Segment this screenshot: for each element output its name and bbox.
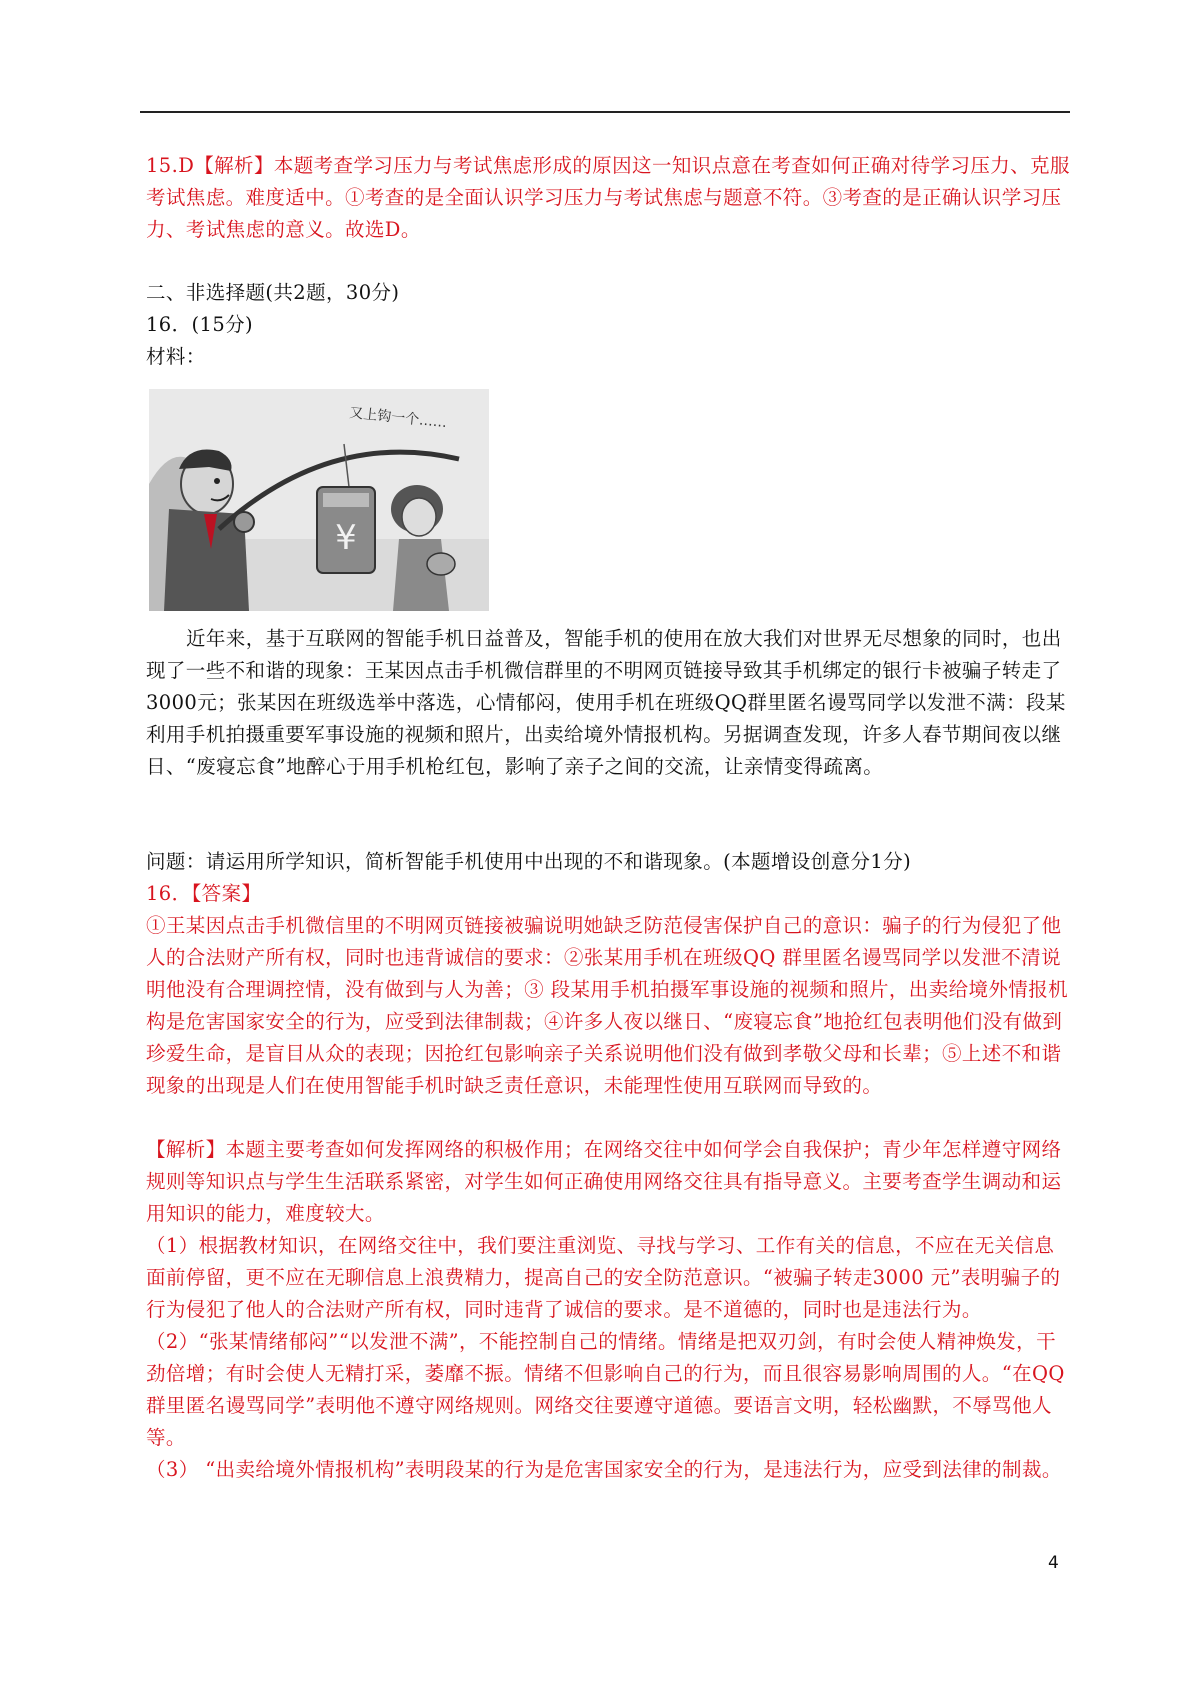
answer-text: ①王某因点击手机微信里的不明网页链接被骗说明她缺乏防范侵害保护自己的意识：骗子的行为侵犯了他人的合法财产所有权，同时也违背诚信的要求：②张某用手机在班级QQ 群里匿名谩骂同学以发泄不清说明他没有合理调控情，没有做到与人为善；③ 段某用手机拍摄军事设施的视频和照片，出卖给境外情报机构是危害国家安全的行为，应受到法律制裁；④许多人夜以继日、“废寝忘食”地抢红包表明他们没有做到珍爱生命，是盲目从众的表现；因抢红包影响亲子关系说明他们没有做到孝敬父母和长辈；⑤上述不和谐现象的出现是人们在使用智能手机时缺乏责任意识，未能理性使用互联网而导致的。: [146, 914, 1068, 1097]
analysis-intro: 【解析】本题主要考查如何发挥网络的积极作用；在网络交往中如何学会自我保护；青少年怎样遵守网络规则等知识点与学生生活联系紧密，对学生如何正确使用网络交往具有指导意义。主要考查学生调动和运用知识的能力，难度较大。: [146, 1138, 1062, 1225]
yuan-sign: ¥: [335, 518, 357, 558]
analysis-section: [146, 1134, 1070, 1486]
material-label: 材料：: [146, 345, 206, 368]
analysis-point-1: （1）根据教材知识，在网络交往中，我们要注重浏览、寻找与学习、工作有关的信息，不应在无关信息面前停留，更不应在无聊信息上浪费精力，提高自己的安全防范意识。“被骗子转走3000 元”表明骗子的行为侵犯了他人的合法财产所有权，同时违背了诚信的要求。是不道德的，同时也是违法行为。: [146, 1234, 1061, 1321]
answer-body: [146, 910, 1070, 1102]
page-number: 4: [1048, 1553, 1059, 1573]
header-rule: [140, 111, 1070, 113]
cartoon-caption: 又上钩一个……: [348, 405, 448, 432]
material-paragraph: 近年来，基于互联网的智能手机日益普及，智能手机的使用在放大我们对世界无尽想象的同时，也出现了一些不和谐的现象：王某因点击手机微信群里的不明网页链接导致其手机绑定的银行卡被骗子转走了3000元；张某因在班级选举中落选，心情郁闷，使用手机在班级QQ群里匿名谩骂同学以发泄不满：段某利用手机拍摄重要军事设施的视频和照片，出卖给境外情报机构。另据调查发现，许多人春节期间夜以继日、“废寝忘食”地醉心于用手机枪红包，影响了亲子之间的交流，让亲情变得疏离。: [146, 627, 1066, 778]
analysis-point-3: （3） “出卖给境外情报机构”表明段某的行为是危害国家安全的行为，是违法行为，应受到法律的制裁。: [146, 1458, 1062, 1481]
question-16-label: 16．(15分): [146, 313, 254, 336]
section-heading: 二、非选择题(共2题，30分): [146, 281, 400, 304]
q15-explanation: 15.D【解析】本题考查学习压力与考试焦虑形成的原因这一知识点意在考查如何正确对待学习压力、克服考试焦虑。难度适中。①考查的是全面认识学习压力与考试焦虑与题意不符。③考查的是正确认识学习压力、考试焦虑的意义。故选D。: [146, 154, 1070, 241]
analysis-point-2: （2）“张某情绪郁闷”“以发泄不满”，不能控制自己的情绪。情绪是把双刃剑，有时会使人精神焕发，干劲倍增；有时会使人无精打采，萎靡不振。情绪不但影响自己的行为，而且很容易影响周围的人。“在QQ 群里匿名谩骂同学”表明他不遵守网络规则。网络交往要遵守道德。要语言文明，轻松幽默，不辱骂他人等。: [146, 1330, 1065, 1449]
question-prompt: 问题：请运用所学知识，简析智能手机使用中出现的不和谐现象。(本题增设创意分1分): [146, 850, 912, 873]
money-bait: [317, 487, 375, 573]
answer-heading: 16．【答案】: [146, 882, 262, 905]
cartoon-image: [149, 389, 489, 611]
